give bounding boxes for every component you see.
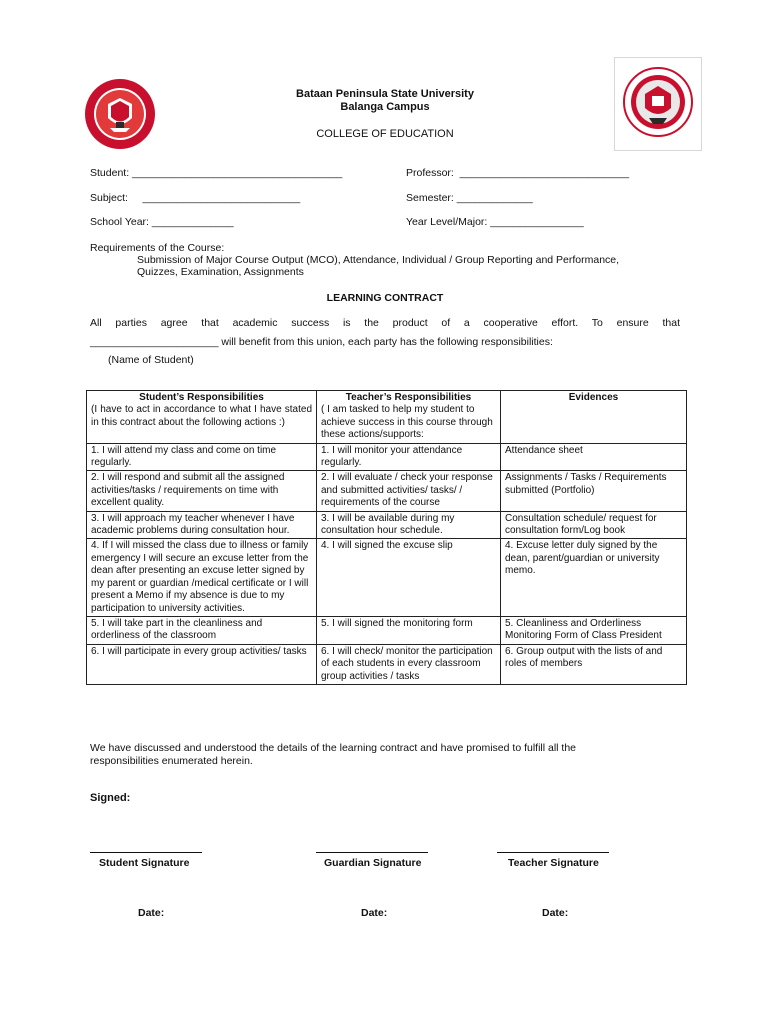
school-year-field[interactable]: School Year: ______________: [90, 216, 234, 228]
responsibilities-table: [86, 390, 687, 685]
table-cell: 2. I will respond and submit all the assigned activities/tasks / requirements on time with excellent quality.: [87, 471, 317, 511]
table-cell: 6. I will participate in every group activities/ tasks: [87, 644, 317, 684]
header-evidences: [501, 391, 687, 444]
header-teacher-responsibilities: [317, 391, 501, 444]
table-row: [87, 511, 687, 539]
teacher-signature-line[interactable]: [497, 852, 609, 853]
campus-name: Balanga Campus: [340, 101, 430, 113]
table-cell: Attendance sheet: [501, 443, 687, 471]
contract-intro-line-1: All parties agree that academic success is the product of a cooperative effort. To ensure that: [90, 317, 680, 329]
table-row: [87, 539, 687, 616]
contract-title: LEARNING CONTRACT: [326, 292, 444, 304]
guardian-date-label: Date:: [361, 907, 388, 919]
university-name: Bataan Peninsula State University: [296, 88, 474, 100]
professor-field[interactable]: Professor: _____________________________: [406, 167, 630, 179]
table-cell: 6. Group output with the lists of and roles of members: [501, 644, 687, 684]
table-cell: Assignments / Tasks / Requirements submitted (Portfolio): [501, 471, 687, 511]
table-cell: 5. Cleanliness and Orderliness Monitoring Form of Class President: [501, 616, 687, 644]
header-title: Student’s Responsibilities: [139, 392, 264, 403]
table-cell: Consultation schedule/ request for consultation form/Log book: [501, 511, 687, 539]
guardian-signature-line[interactable]: [316, 852, 428, 853]
subject-field[interactable]: Subject: ___________________________: [90, 192, 301, 204]
teacher-date-label: Date:: [542, 907, 569, 919]
student-field[interactable]: Student: ____________________________________: [90, 167, 343, 179]
university-seal-left-icon: [84, 78, 156, 150]
table-cell: 4. Excuse letter duly signed by the dean, parent/guardian or university memo.: [501, 539, 687, 616]
college-name: COLLEGE OF EDUCATION: [316, 128, 454, 140]
table-header-row: [87, 391, 687, 444]
header-title: Evidences: [568, 392, 619, 403]
table-cell: 1. I will attend my class and come on time regularly.: [87, 443, 317, 471]
closing-line-2: responsibilities enumerated herein.: [90, 755, 253, 767]
table-row: [87, 443, 687, 471]
university-seal-right-icon: [614, 57, 702, 151]
requirements-label: Requirements of the Course:: [90, 242, 225, 254]
contract-intro-line-2: ______________________ will benefit from this union, each party has the following responsibilities:: [90, 336, 553, 348]
signed-label: Signed:: [90, 792, 131, 804]
semester-field[interactable]: Semester: _____________: [406, 192, 533, 204]
table-cell: 5. I will signed the monitoring form: [317, 616, 501, 644]
table-cell: 4. I will signed the excuse slip: [317, 539, 501, 616]
table-cell: 1. I will monitor your attendance regularly.: [317, 443, 501, 471]
requirements-line-1: Submission of Major Course Output (MCO), Attendance, Individual / Group Reporting and Performance,: [137, 254, 620, 266]
header-student-responsibilities: [87, 391, 317, 444]
table-row: [87, 644, 687, 684]
table-cell: 4. If I will missed the class due to illness or family emergency I will secure an excuse letter from the dean after presenting an excuse letter signed by my parent or guardian /medical certificate or I will present a Memo if my absence is due to my participation to university activities.: [87, 539, 317, 616]
table-cell: 3. I will approach my teacher whenever I have academic problems during consultation hour.: [87, 511, 317, 539]
student-date-label: Date:: [138, 907, 165, 919]
closing-line-1: We have discussed and understood the details of the learning contract and have promised to fulfill all the: [90, 742, 577, 754]
teacher-signature-label: Teacher Signature: [508, 857, 599, 869]
header-subtitle: (I have to act in accordance to what I have stated in this contract about the following actions :): [91, 404, 312, 428]
header-title: Teacher’s Responsibilities: [345, 392, 472, 403]
table-row: [87, 616, 687, 644]
guardian-signature-label: Guardian Signature: [324, 857, 422, 869]
requirements-line-2: Quizzes, Examination, Assignments: [137, 266, 304, 278]
header-subtitle: ( I am tasked to help my student to achieve success in this course through these actions/supports:: [321, 404, 493, 441]
table-row: [87, 471, 687, 511]
table-cell: 6. I will check/ monitor the participation of each students in every classroom group activities / tasks: [317, 644, 501, 684]
student-signature-label: Student Signature: [99, 857, 190, 869]
table-cell: 2. I will evaluate / check your response and submitted activities/ tasks/ / requirements of the course: [317, 471, 501, 511]
student-signature-line[interactable]: [90, 852, 202, 853]
name-of-student-note: (Name of Student): [108, 354, 194, 366]
table-cell: 5. I will take part in the cleanliness and orderliness of the classroom: [87, 616, 317, 644]
table-cell: 3. I will be available during my consultation hour schedule.: [317, 511, 501, 539]
year-level-field[interactable]: Year Level/Major: ________________: [406, 216, 584, 228]
